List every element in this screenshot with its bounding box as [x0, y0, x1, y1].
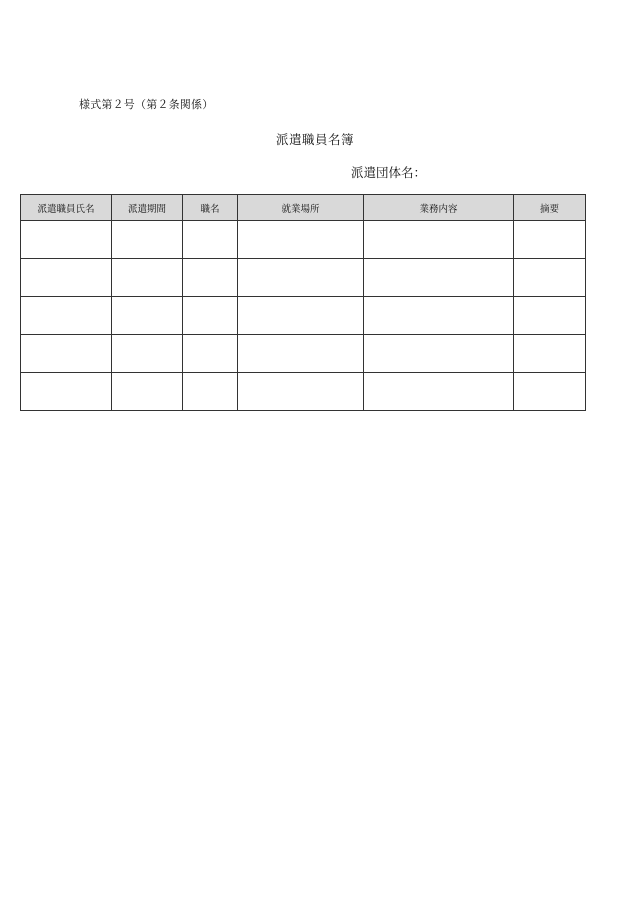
table-row	[21, 335, 586, 373]
table-cell	[183, 259, 238, 297]
table-cell	[112, 335, 183, 373]
column-header-job-title: 職名	[183, 195, 238, 221]
column-header-duties: 業務内容	[364, 195, 514, 221]
table-cell	[364, 373, 514, 411]
table-cell	[514, 335, 586, 373]
table-row	[21, 373, 586, 411]
table-cell	[238, 297, 364, 335]
table-row	[21, 259, 586, 297]
table-cell	[21, 335, 112, 373]
table-cell	[112, 221, 183, 259]
column-header-staff-name: 派遣職員氏名	[21, 195, 112, 221]
table-cell	[183, 221, 238, 259]
table-row	[21, 221, 586, 259]
table-cell	[514, 259, 586, 297]
table-cell	[183, 297, 238, 335]
organization-label: 派遣団体名：	[351, 165, 427, 180]
organization-line	[351, 163, 526, 181]
document-title: 派遣職員名簿	[275, 132, 354, 147]
table-cell	[514, 297, 586, 335]
table-cell	[364, 297, 514, 335]
form-number: 様式第２号（第２条関係）	[79, 98, 214, 111]
table-cell	[112, 373, 183, 411]
table-cell	[112, 297, 183, 335]
column-header-work-location: 就業場所	[238, 195, 364, 221]
table-cell	[238, 373, 364, 411]
table-cell	[514, 221, 586, 259]
table-row	[21, 297, 586, 335]
table-cell	[183, 335, 238, 373]
column-header-remarks: 摘要	[514, 195, 586, 221]
table-cell	[21, 297, 112, 335]
table-cell	[238, 259, 364, 297]
table-cell	[21, 259, 112, 297]
dispatch-staff-roster-table	[20, 194, 586, 411]
table-cell	[21, 373, 112, 411]
table-cell	[364, 221, 514, 259]
table-cell	[514, 373, 586, 411]
table-cell	[112, 259, 183, 297]
table-header-row	[21, 195, 586, 221]
table-cell	[238, 335, 364, 373]
table-cell	[21, 221, 112, 259]
column-header-dispatch-period: 派遣期間	[112, 195, 183, 221]
table-cell	[364, 259, 514, 297]
table-cell	[364, 335, 514, 373]
table-cell	[183, 373, 238, 411]
table-cell	[238, 221, 364, 259]
